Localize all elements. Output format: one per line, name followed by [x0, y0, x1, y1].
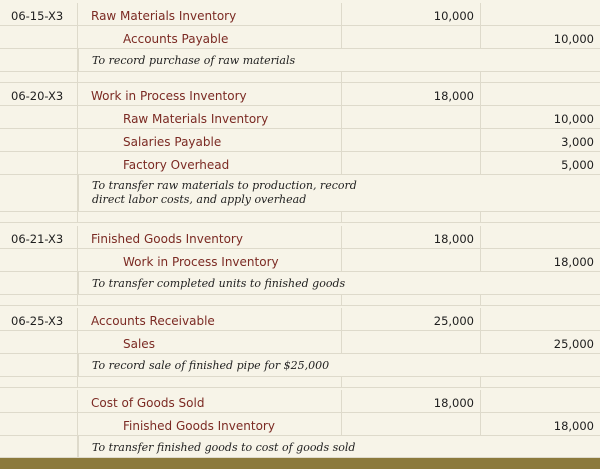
credit-amount: 3,000: [561, 135, 594, 149]
spacer-row: [0, 295, 600, 306]
credit-amount: 5,000: [561, 158, 594, 172]
entry-memo: To transfer raw materials to production, record direct labor costs, and apply overhead: [92, 179, 357, 206]
credit-amount: 10,000: [553, 112, 594, 126]
journal-line: [0, 3, 600, 26]
credit-account: Finished Goods Inventory: [123, 419, 275, 433]
journal-line: [0, 331, 600, 354]
journal-line: [0, 83, 600, 106]
memo-row: [0, 272, 600, 295]
credit-amount: 18,000: [553, 419, 594, 433]
debit-account: Finished Goods Inventory: [91, 232, 243, 246]
entry-memo: To transfer finished goods to cost of goods sold: [92, 441, 356, 454]
debit-account: Accounts Receivable: [91, 314, 215, 328]
memo-row: [0, 49, 600, 72]
debit-amount: 18,000: [433, 396, 474, 410]
debit-account: Cost of Goods Sold: [91, 396, 205, 410]
entry-date: 06-25-X3: [11, 314, 64, 328]
entry-date: 06-20-X3: [11, 89, 64, 103]
debit-account: Raw Materials Inventory: [91, 9, 237, 23]
journal-line: [0, 152, 600, 175]
credit-account: Factory Overhead: [123, 158, 230, 172]
journal-line: [0, 129, 600, 152]
entry-memo: To record purchase of raw materials: [92, 54, 296, 67]
debit-account: Work in Process Inventory: [91, 89, 247, 103]
credit-amount: 18,000: [553, 255, 594, 269]
spacer-row: [0, 72, 600, 83]
entry-date: 06-21-X3: [11, 232, 64, 246]
journal-line: [0, 308, 600, 331]
spacer-row: [0, 377, 600, 388]
entry-memo: To transfer completed units to finished goods: [92, 277, 346, 290]
bottom-bar: [0, 458, 600, 469]
debit-amount: 10,000: [433, 9, 474, 23]
journal-line: [0, 226, 600, 249]
debit-amount: 18,000: [433, 89, 474, 103]
entry-date: 06-15-X3: [11, 9, 64, 23]
entry-memo: To record sale of finished pipe for $25,000: [92, 359, 330, 372]
journal-line: [0, 106, 600, 129]
spacer-row: [0, 212, 600, 223]
credit-account: Work in Process Inventory: [123, 255, 279, 269]
debit-amount: 25,000: [433, 314, 474, 328]
credit-account: Salaries Payable: [123, 135, 222, 149]
credit-account: Raw Materials Inventory: [123, 112, 269, 126]
credit-amount: 10,000: [553, 32, 594, 46]
memo-row: [0, 175, 600, 212]
debit-amount: 18,000: [433, 232, 474, 246]
credit-account: Accounts Payable: [123, 32, 229, 46]
memo-row: [0, 354, 600, 377]
journal-line: [0, 413, 600, 436]
journal-line: [0, 390, 600, 413]
memo-row: [0, 436, 600, 458]
credit-account: Sales: [123, 337, 155, 351]
journal-line: [0, 249, 600, 272]
journal-line: [0, 26, 600, 49]
credit-amount: 25,000: [553, 337, 594, 351]
